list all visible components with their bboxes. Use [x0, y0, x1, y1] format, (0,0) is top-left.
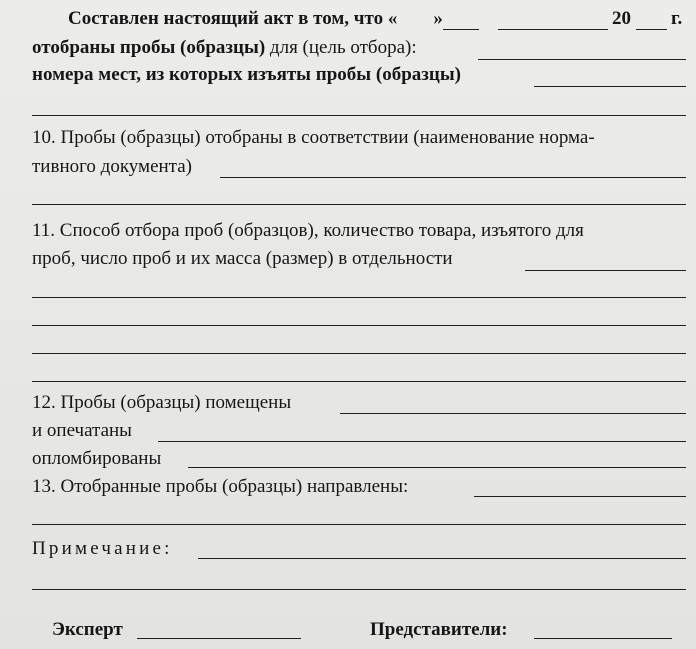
note-blank-continued[interactable]: [32, 589, 686, 590]
act-line-1: [68, 8, 443, 30]
expert-signature-blank[interactable]: [137, 638, 301, 639]
section-12-line-3: опломбированы: [32, 448, 162, 469]
day-blank[interactable]: [443, 29, 479, 30]
purpose-blank[interactable]: [478, 59, 686, 60]
places-label: номера мест, из которых изъяты пробы (образцы): [32, 64, 462, 85]
lead-sealed-blank[interactable]: [188, 467, 686, 468]
normative-document-blank-continued[interactable]: [32, 204, 686, 205]
sampling-method-blank-2[interactable]: [32, 297, 686, 298]
sent-to-blank-continued[interactable]: [32, 524, 686, 525]
representatives-label: Представители:: [370, 619, 508, 640]
note-blank[interactable]: [198, 558, 686, 559]
places-blank-continued[interactable]: [32, 115, 686, 116]
note-label: Примечание:: [32, 538, 173, 559]
purpose-line: [32, 37, 417, 59]
sent-to-blank[interactable]: [474, 496, 686, 497]
section-10-line-1: 10. Пробы (образцы) отобраны в соответствии (наименование норма-: [32, 127, 595, 148]
section-12-line-2: и опечатаны: [32, 420, 132, 441]
places-blank[interactable]: [534, 86, 686, 87]
normative-document-blank[interactable]: [220, 177, 686, 178]
year-suffix: г.: [671, 8, 683, 29]
sealed-blank[interactable]: [158, 441, 686, 442]
placed-blank[interactable]: [340, 413, 686, 414]
sampling-method-blank-5[interactable]: [32, 381, 686, 382]
sampling-method-blank[interactable]: [525, 270, 686, 271]
expert-label: Эксперт: [52, 619, 123, 640]
section-12-line-1: 12. Пробы (образцы) помещены: [32, 392, 292, 413]
act-intro-text: Составлен настоящий акт в том, что «: [68, 8, 398, 29]
section-13-line-1: 13. Отобранные пробы (образцы) направлены:: [32, 476, 409, 497]
representatives-signature-blank[interactable]: [534, 638, 672, 639]
purpose-bold-text: отобраны пробы (образцы): [32, 37, 266, 58]
sampling-method-blank-4[interactable]: [32, 353, 686, 354]
month-blank[interactable]: [498, 29, 608, 30]
section-11-line-1: 11. Способ отбора проб (образцов), количество товара, изъятого для: [32, 220, 584, 241]
act-quote-close: »: [433, 8, 443, 29]
section-10-line-2: тивного документа): [32, 156, 192, 177]
section-11-line-2: проб, число проб и их масса (размер) в отдельности: [32, 248, 453, 269]
year-blank[interactable]: [636, 29, 667, 30]
purpose-normal-text: для (цель отбора):: [269, 37, 417, 58]
sampling-method-blank-3[interactable]: [32, 325, 686, 326]
year-prefix: 20: [612, 8, 631, 29]
